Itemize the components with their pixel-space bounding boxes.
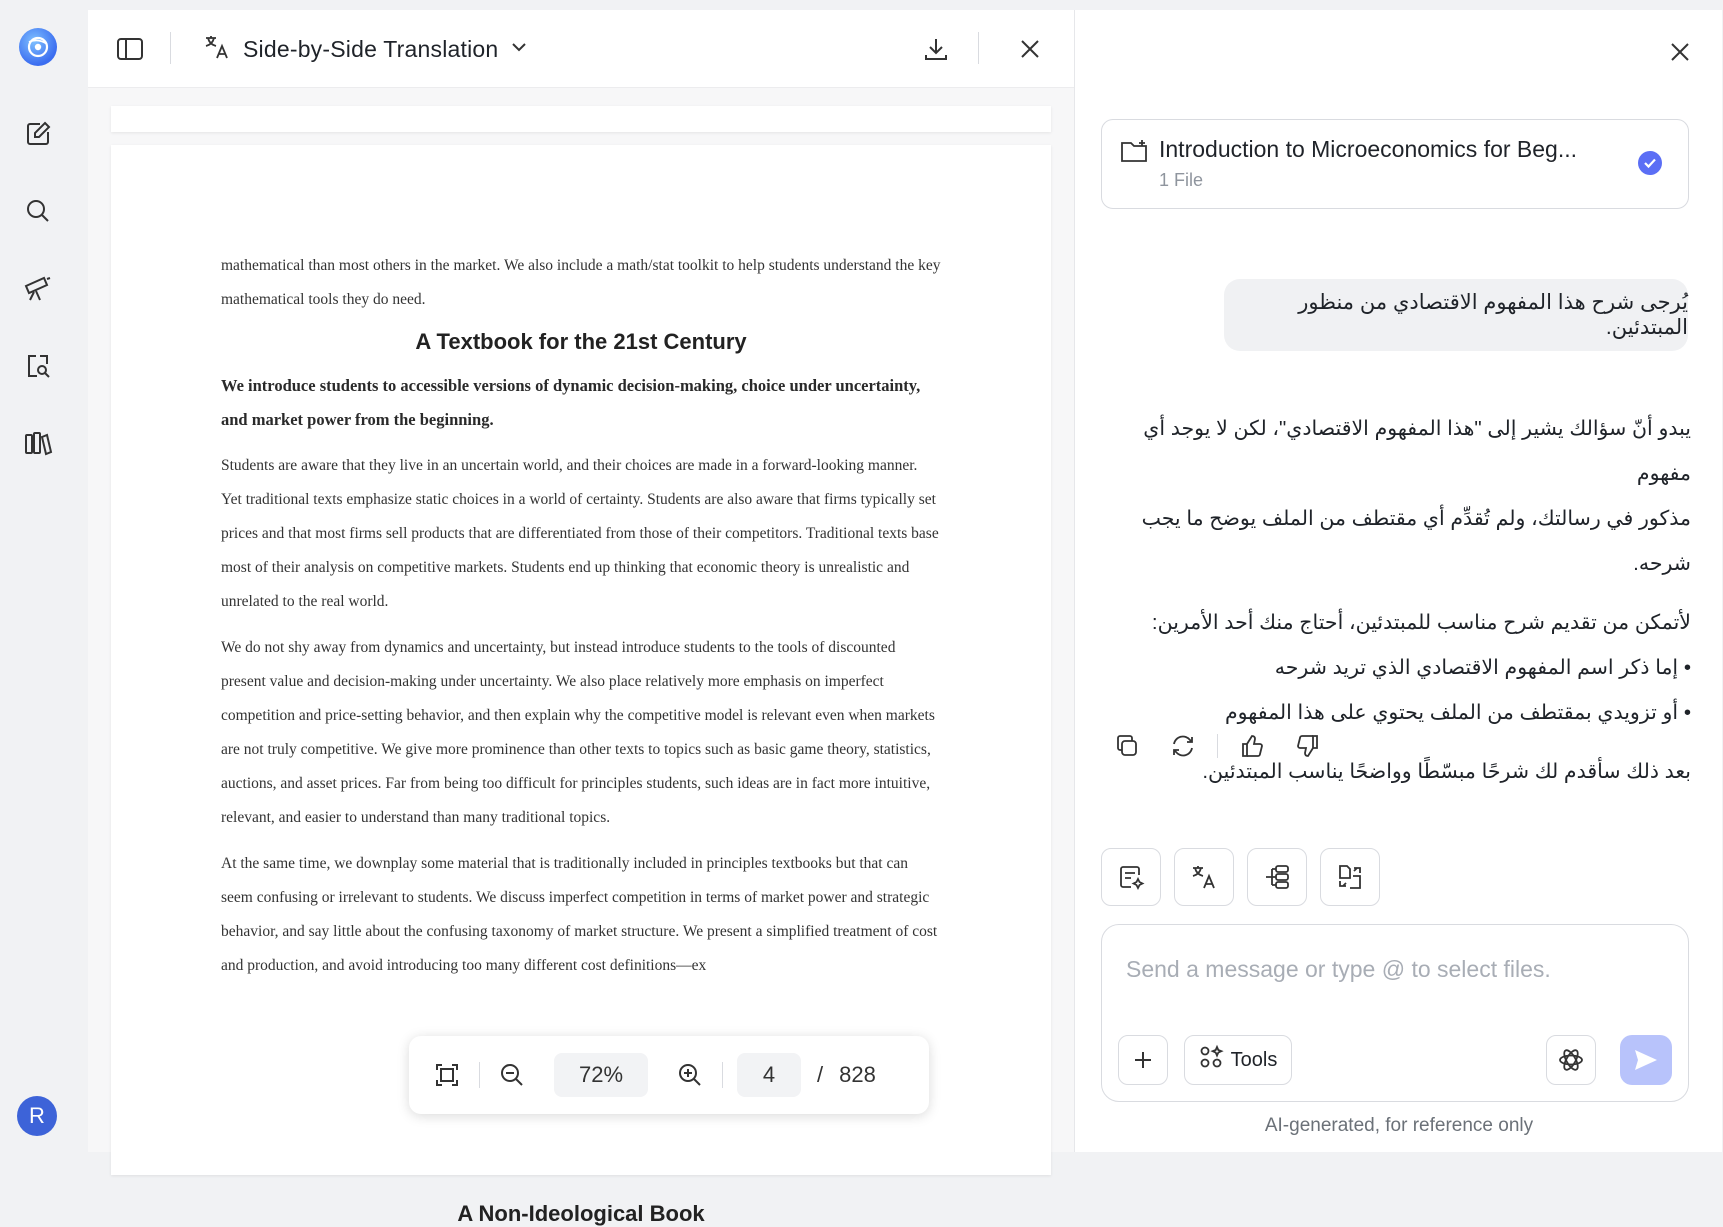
zoom-level[interactable]: 72% [554,1053,648,1097]
mind-map-icon[interactable] [1247,848,1307,906]
paragraph: We do not shy away from dynamics and uncertainty, but instead introduce students to the tools of discounted present value and decision-making under uncertainty. We also place relatively more emphasis on imperfect competition and price-setting behavior, and then explain why the competitive model is relevant even when markets are not truly competitive. We give more prominence than other texts to topics such as basic game theory, statistics, auctions, and asset prices. Far from being too difficult for principles students, such ideas are in fact more intuitive, relevant, and easier to understand than many traditional topics. [221,639,935,826]
paragraph-bold: We introduce students to accessible versions of dynamic decision-making, choice under uncertainty, and market power from the beginning. [221,376,921,429]
message-actions [1105,724,1330,768]
thumbs-down-icon[interactable] [1286,724,1330,768]
answer-bullet: • أو تزويدي بمقتطف من الملف يحتوي على هذا المفهوم [1105,690,1691,735]
message-input[interactable] [1126,949,1666,989]
sidebar-toggle-icon[interactable] [108,27,152,71]
answer-line: مذكور في رسالتك، ولم تُقدِّم أي مقتطف من الملف يوضح ما يجب شرحه. [1141,507,1691,575]
thumbs-up-icon[interactable] [1230,724,1274,768]
chevron-down-icon [510,40,528,58]
answer-line: لأتمكن من تقديم شرح مناسب للمبتدئين، أحتاج منك أحد الأمرين: [1151,611,1691,634]
section-heading: A Textbook for the 21st Century [415,329,747,354]
section-heading: A Non-Ideological Book [457,1201,705,1226]
copy-icon[interactable] [1105,724,1149,768]
doc-search-icon[interactable] [18,346,58,386]
document-page [111,145,1051,1226]
search-icon[interactable] [18,191,58,231]
divider [1217,734,1218,758]
send-button[interactable] [1620,1035,1672,1085]
view-mode-label: Side-by-Side Translation [243,35,499,62]
document-panel [88,10,1074,1226]
close-icon[interactable] [1660,32,1700,72]
library-icon[interactable] [18,423,58,463]
paragraph-bold-text: We introduce students to accessible versions of dynamic decision-making, choice under uncertainty, and market power from the beginning [221,376,921,429]
file-count: 1 File [1159,170,1204,190]
zoom-out-icon[interactable] [488,1051,536,1099]
compose-icon[interactable] [18,114,58,154]
answer-line: بعد ذلك سأقدم لك شرحًا مبسّطًا وواضحًا يناسب المبتدئين. [1202,760,1691,783]
add-attachment-button[interactable] [1118,1035,1168,1085]
tools-button[interactable] [1184,1035,1292,1085]
divider [722,1062,723,1088]
check-icon [1638,151,1662,175]
regenerate-icon[interactable] [1161,724,1205,768]
ai-disclaimer: AI-generated, for reference only [1264,1115,1534,1136]
translate-icon [203,33,231,66]
app-logo-icon[interactable] [19,28,57,66]
close-icon[interactable] [1008,27,1052,71]
divider [978,32,979,64]
file-name: Introduction to Microeconomics for Beg... [1159,136,1578,162]
translate-icon[interactable] [1174,848,1234,906]
page-number-input[interactable]: 4 [737,1053,801,1097]
paragraph: At the same time, we downplay some material that is traditionally included in principles textbooks but that can seem confusing or irrelevant to students. We discuss imperfect competition in terms of market power and strategic behavior, and say little about the confusing taxonomy of market structure. We present a simplified treatment of cost and production, and avoid introducing too many different cost definitions—ex [221,855,938,974]
page-total: 828 [839,1062,876,1087]
divider [170,32,171,64]
paragraph: Students are aware that they live in an uncertain world, and their choices are made in a forward-looking manner. Yet traditional texts emphasize static choices in a world of certainty. Students are also aware that firms typically set prices and that most firms sell products that are differentiated from those of their competitors. Traditional texts base most of their analysis on competitive markets. Students end up thinking that economic theory is unrealistic and unrelated to the real world. [221,457,939,610]
divider [479,1062,480,1088]
zoom-in-icon[interactable] [666,1051,714,1099]
download-icon[interactable] [914,27,958,71]
chat-panel [1074,10,1722,1152]
ai-summary-icon[interactable] [1101,848,1161,906]
telescope-icon[interactable] [18,268,58,308]
page-separator: / [817,1062,824,1087]
answer-bullet: • إما ذكر اسم المفهوم الاقتصادي الذي تريد شرحه [1105,645,1691,690]
tools-icon [1199,1045,1223,1075]
left-rail [0,0,76,1152]
message-composer [1101,924,1689,1102]
folder-icon [1120,138,1150,169]
document-header [88,10,1074,88]
fit-page-icon[interactable] [423,1051,471,1099]
file-card[interactable] [1101,119,1689,209]
view-mode-selector[interactable] [203,30,528,68]
convert-icon[interactable] [1320,848,1380,906]
user-message: يُرجى شرح هذا المفهوم الاقتصادي من منظور المبتدئين. [1224,279,1688,351]
zoom-toolbar [409,1036,929,1114]
answer-line: يبدو أنّ سؤالك يشير إلى "هذا المفهوم الاقتصادي"، لكن لا يوجد أي مفهوم [1143,417,1691,485]
avatar[interactable]: R [17,1096,57,1136]
paragraph: mathematical than most others in the market. We also include a math/stat toolkit to help students understand the key mathematical tools they do need. [221,257,941,308]
quick-tools [1101,848,1380,906]
previous-page [111,106,1051,132]
model-selector-icon[interactable] [1546,1035,1596,1085]
tools-label: Tools [1230,1048,1278,1071]
